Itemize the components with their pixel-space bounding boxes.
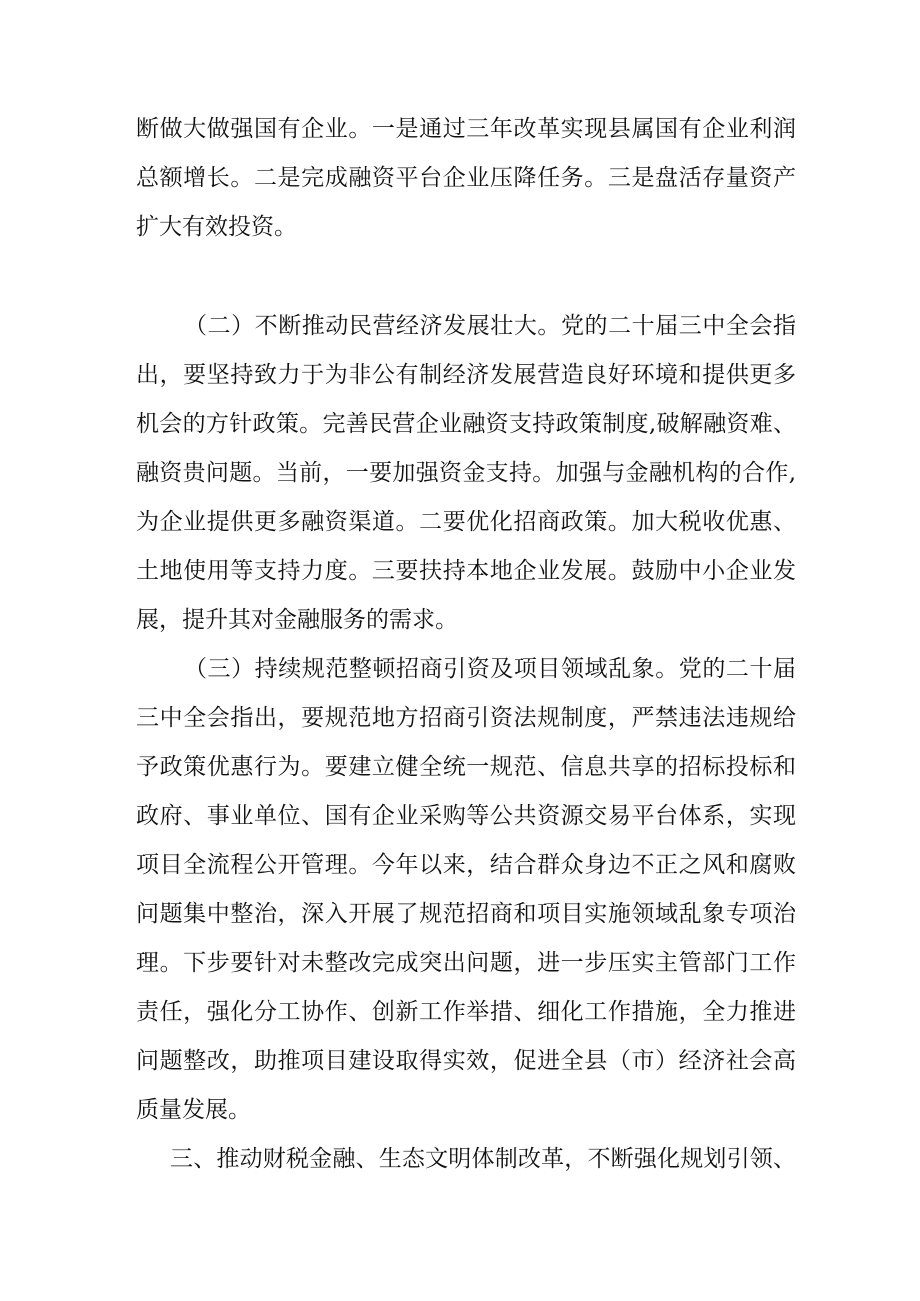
paragraph-3-line-2: 三中全会指出，要规范地方招商引资法规制度，严禁违法违规给 — [136, 705, 796, 731]
paragraph-2-line-3: 机会的方针政策。完善民营企业融资支持政策制度,破解融资难、 — [136, 411, 796, 437]
paragraph-3-line-3: 予政策优惠行为。要建立健全统一规范、信息共享的招标投标和 — [136, 754, 796, 780]
paragraph-2-line-4: 融资贵问题。当前，一要加强资金支持。加强与金融机构的合作, — [136, 460, 796, 486]
paragraph-1-line-1: 断做大做强国有企业。一是通过三年改革实现县属国有企业利润 — [136, 116, 796, 142]
paragraph-3-line-1: （三）持续规范整顿招商引资及项目领域乱象。党的二十届 — [184, 656, 796, 682]
paragraph-2-line-7: 展，提升其对金融服务的需求。 — [136, 607, 458, 633]
paragraph-3-line-6: 问题集中整治，深入开展了规范招商和项目实施领域乱象专项治 — [136, 901, 796, 927]
paragraph-3-line-5: 项目全流程公开管理。今年以来，结合群众身边不正之风和腐败 — [136, 852, 796, 878]
paragraph-1-line-2: 总额增长。二是完成融资平台企业压降任务。三是盘活存量资产 — [136, 165, 796, 191]
paragraph-3-line-7: 理。下步要针对未整改完成突出问题，进一步压实主管部门工作 — [136, 950, 796, 976]
paragraph-2-line-5: 为企业提供更多融资渠道。二要优化招商政策。加大税收优惠、 — [136, 509, 796, 535]
paragraph-3-line-10: 质量发展。 — [136, 1097, 251, 1123]
paragraph-1-line-3: 扩大有效投资。 — [136, 214, 297, 240]
paragraph-2-line-6: 土地使用等支持力度。三要扶持本地企业发展。鼓励中小企业发 — [136, 558, 796, 584]
paragraph-2-line-1: （二）不断推动民营经济发展壮大。党的二十届三中全会指 — [184, 313, 796, 339]
paragraph-3-line-8: 责任，强化分工协作、创新工作举措、细化工作措施，全力推进 — [136, 999, 796, 1025]
paragraph-3-line-4: 政府、事业单位、国有企业采购等公共资源交易平台体系，实现 — [136, 803, 796, 829]
section-three-heading: 三、推动财税金融、生态文明体制改革，不断强化规划引领、 — [170, 1146, 796, 1172]
paragraph-2-line-2: 出，要坚持致力于为非公有制经济发展营造良好环境和提供更多 — [136, 362, 796, 388]
paragraph-3-line-9: 问题整改，助推项目建设取得实效，促进全县（市）经济社会高 — [136, 1048, 796, 1074]
